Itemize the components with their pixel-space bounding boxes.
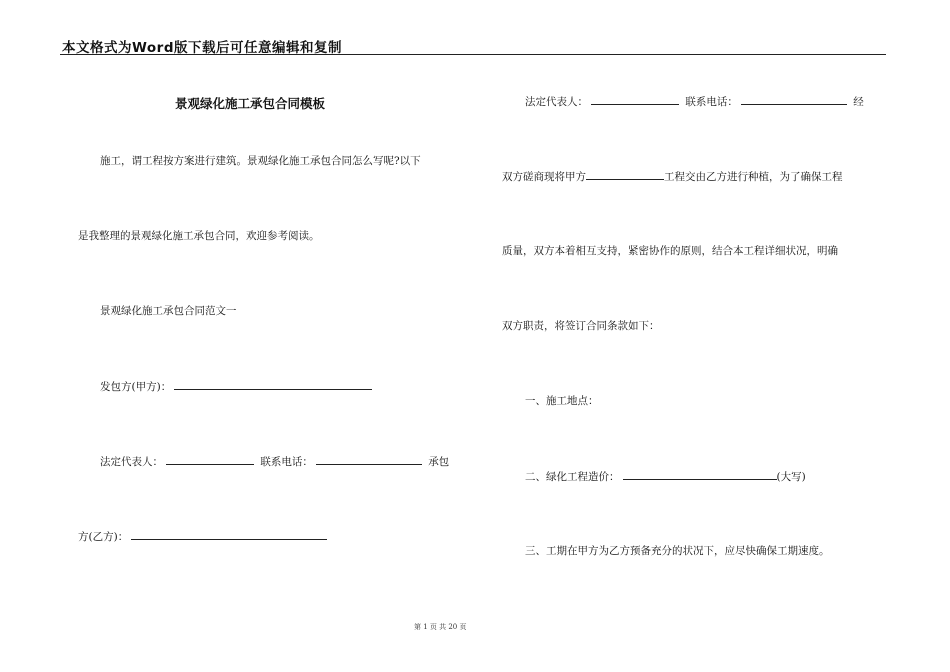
phone-blank[interactable] bbox=[316, 454, 422, 465]
party-b-line bbox=[78, 529, 330, 544]
page-number: 第 1 页 共 20 页 bbox=[414, 623, 467, 631]
body-line-1b: 工程交由乙方进行种植，为了确保工程 bbox=[664, 171, 843, 183]
right-phone-label: 联系电话： bbox=[685, 96, 738, 108]
sample-heading: 景观绿化施工承包合同范文一 bbox=[100, 305, 237, 317]
right-legal-rep-label: 法定代表人： bbox=[525, 96, 588, 108]
contractor-continuation: 承包 bbox=[428, 456, 450, 468]
legal-rep-blank[interactable] bbox=[166, 454, 254, 465]
right-legal-rep-line bbox=[525, 94, 864, 109]
header-title: 本文格式为Word版下载后可任意编辑和复制 bbox=[62, 40, 343, 56]
clause-3: 三、工期在甲方为乙方预备充分的状况下，应尽快确保工期速度。 bbox=[525, 545, 830, 557]
legal-rep-label: 法定代表人： bbox=[100, 456, 163, 468]
intro-paragraph-line-1: 施工，谓工程按方案进行建筑。景观绿化施工承包合同怎么写呢?以下 bbox=[100, 155, 421, 167]
clause-2-suffix: (大写) bbox=[776, 471, 806, 483]
document-title: 景观绿化施工承包合同模板 bbox=[175, 96, 326, 111]
right-legal-rep-blank[interactable] bbox=[591, 94, 679, 105]
body-line-1a: 双方磋商现将甲方 bbox=[502, 171, 586, 183]
legal-rep-line bbox=[100, 454, 449, 469]
body-line-3: 双方职责，将签订合同条款如下： bbox=[502, 320, 660, 332]
header-divider bbox=[60, 54, 886, 55]
party-a-label: 发包方(甲方)： bbox=[100, 381, 172, 393]
phone-label: 联系电话： bbox=[260, 456, 313, 468]
clause-1: 一、施工地点： bbox=[525, 395, 599, 407]
body-line-1 bbox=[502, 169, 843, 184]
clause-2-label: 二、绿化工程造价： bbox=[525, 471, 620, 483]
intro-paragraph-line-2: 是我整理的景观绿化施工承包合同，欢迎参考阅读。 bbox=[78, 230, 320, 242]
party-a-blank[interactable] bbox=[174, 379, 372, 390]
right-continuation: 经 bbox=[853, 96, 864, 108]
body-line-2: 质量，双方本着相互支持，紧密协作的原则，结合本工程详细状况，明确 bbox=[502, 245, 838, 257]
party-b-blank[interactable] bbox=[131, 529, 327, 540]
party-a-line bbox=[100, 379, 375, 394]
clause-2 bbox=[525, 469, 806, 484]
project-name-blank[interactable] bbox=[586, 169, 664, 180]
cost-blank[interactable] bbox=[623, 469, 777, 480]
party-b-label: 方(乙方)： bbox=[78, 531, 129, 543]
right-phone-blank[interactable] bbox=[741, 94, 847, 105]
